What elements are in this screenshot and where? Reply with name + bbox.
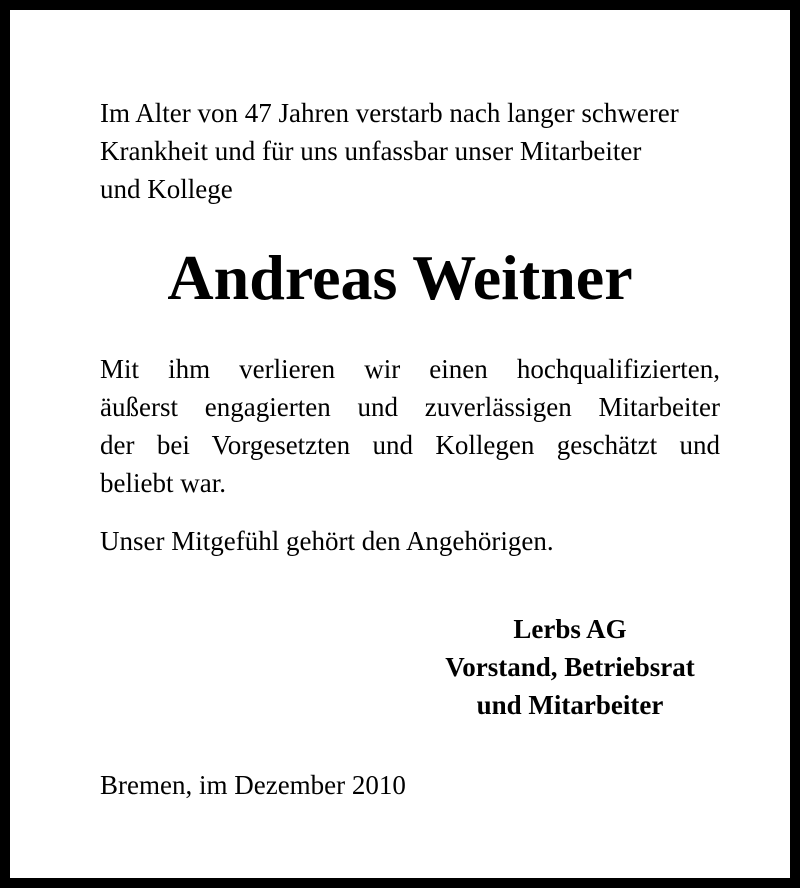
tribute-line: Mit ihm verlieren wir einen hochqualifizierten, bbox=[100, 354, 720, 384]
tribute-paragraph bbox=[100, 350, 720, 502]
intro-line: Krankheit und für uns unfassbar unser Mitarbeiter bbox=[100, 136, 642, 166]
tribute-line: der bei Vorgesetzten und Kollegen geschätzt und bbox=[100, 430, 720, 460]
signature-block bbox=[410, 610, 730, 724]
intro-line: Im Alter von 47 Jahren verstarb nach langer schwerer bbox=[100, 98, 679, 128]
signature-line: Vorstand, Betriebsrat bbox=[445, 652, 695, 682]
intro-paragraph bbox=[100, 94, 740, 208]
signature-company: Lerbs AG bbox=[513, 614, 627, 644]
place-and-date: Bremen, im Dezember 2010 bbox=[100, 770, 406, 800]
intro-line: und Kollege bbox=[100, 174, 233, 204]
sympathy-line: Unser Mitgefühl gehört den Angehörigen. bbox=[100, 526, 554, 556]
signature-line: und Mitarbeiter bbox=[476, 690, 664, 720]
deceased-name: Andreas Weitner bbox=[167, 242, 633, 313]
tribute-line: beliebt war. bbox=[100, 468, 226, 498]
tribute-line: äußerst engagierten und zuverlässigen Mitarbeiter bbox=[100, 392, 720, 422]
